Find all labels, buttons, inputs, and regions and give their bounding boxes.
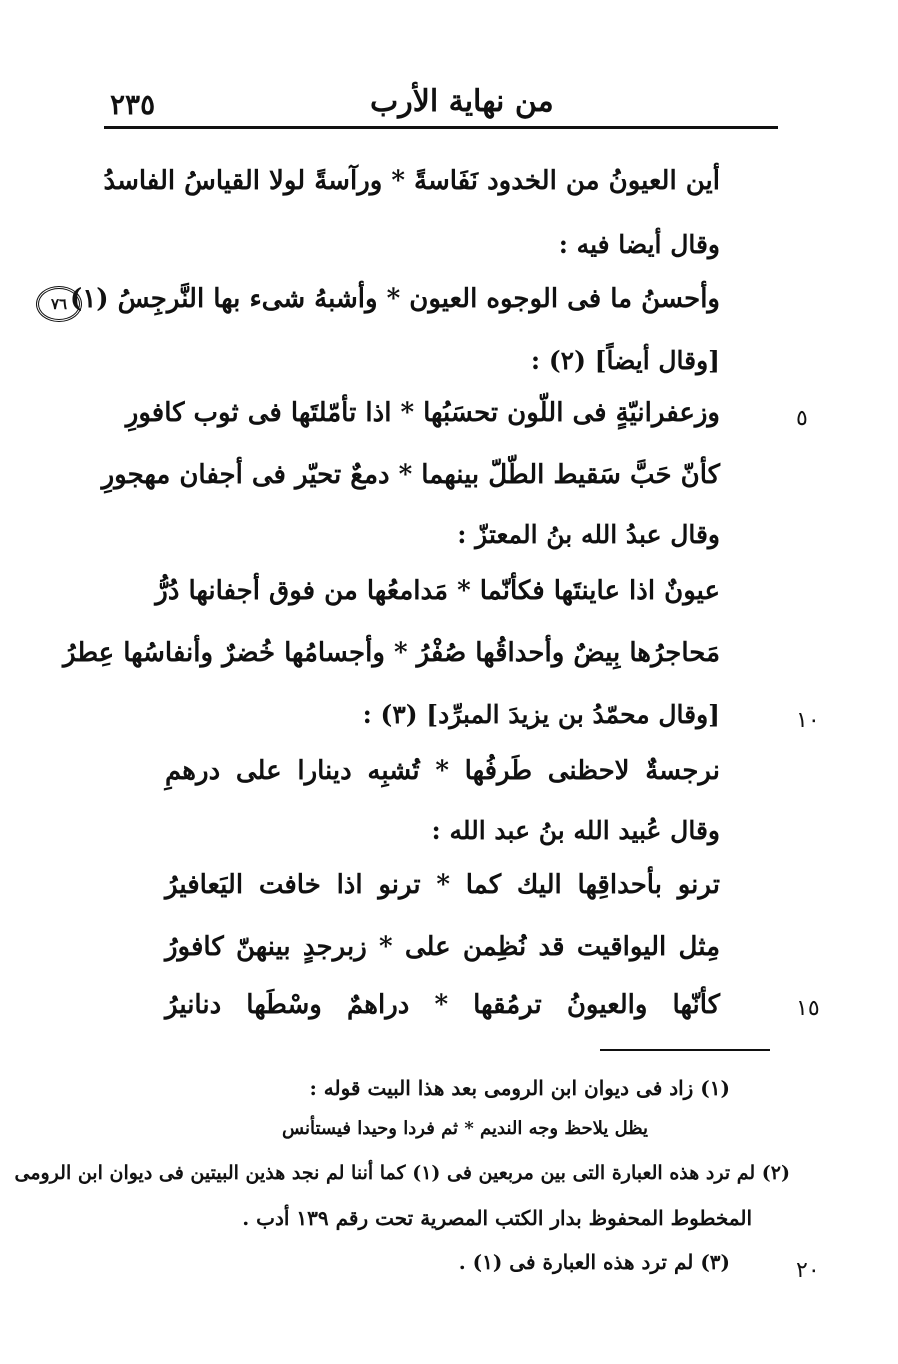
running-title: من نهاية الأرب	[370, 84, 554, 119]
margin-line-number-15: ١٥	[796, 996, 820, 1021]
footnote-1-verse: يظل يلاحظ وجه النديم * ثم فردا وحيدا فيستأنس	[282, 1118, 648, 1139]
verse-line-5: عيونٌ اذا عاينتَها فكأنّما * مَدامعُها من فوق أجفانها دُرُّ	[155, 576, 720, 606]
footnote-2-continued: المخطوط المحفوظ بدار الكتب المصرية تحت رقم ١٣٩ أدب .	[242, 1206, 752, 1230]
intro-line-5: وقال عُبيد الله بنُ عبد الله :	[431, 816, 720, 845]
verse-line-9: مِثل اليواقيت قد نُظِمن على * زبرجدٍ بينهنّ كافورُ	[165, 932, 720, 962]
margin-line-number-10: ١٠	[796, 708, 820, 733]
intro-line-1: وقال أيضا فيه :	[558, 230, 720, 259]
verse-line-7: نرجسةٌ لاحظنى طَرفُها * تُشبِه دينارا على درهمِ	[165, 756, 720, 786]
verse-line-4: كأنّ حَبَّ سَقيط الطّلّ بينهما * دمعٌ تحيّر فى أجفان مهجورِ	[101, 460, 720, 490]
intro-line-4: [وقال محمّدُ بن يزيدَ المبرِّد] (٣) :	[362, 700, 720, 729]
intro-line-2: [وقال أيضاً] (٢) :	[530, 346, 720, 375]
verse-line-8: ترنو بأحداقِها اليك كما * ترنو اذا خافت اليَعافيرُ	[165, 870, 720, 900]
verse-line-2: وأحسنُ ما فى الوجوه العيون * وأشبهُ شىء بها النَّرجِسُ (١)	[70, 284, 720, 314]
footnote-2: (٢) لم ترد هذه العبارة التى بين مربعين فى (١) كما أننا لم نجد هذين البيتين فى ديوان ابن الرومى	[14, 1162, 790, 1184]
intro-line-3: وقال عبدُ الله بنُ المعتزّ :	[457, 520, 720, 549]
verse-line-1: أين العيونُ من الخدود نَفَاسةً * ورآسةً لولا القياسُ الفاسدُ	[103, 166, 720, 196]
margin-line-number-20: ٢٠	[796, 1258, 820, 1283]
verse-line-10: كأنّها والعيونُ ترمُقها * دراهمٌ وسْطَها دنانيرُ	[165, 990, 720, 1020]
footnote-rule	[600, 1049, 770, 1051]
margin-seal: ٧٦	[36, 286, 82, 322]
page-number: ٢٣٥	[110, 88, 156, 121]
verse-line-6: مَحاجرُها بِيضٌ وأحداقُها صُفْرُ * وأجسامُها خُضرٌ وأنفاسُها عِطرُ	[63, 638, 720, 668]
header-rule	[104, 126, 778, 129]
footnote-3: (٣) لم ترد هذه العبارة فى (١) .	[458, 1250, 730, 1274]
verse-line-3: وزعفرانيّةٍ فى اللّون تحسَبُها * اذا تأمّلتَها فى ثوب كافورِ	[125, 398, 720, 428]
footnote-1: (١) زاد فى ديوان ابن الرومى بعد هذا البيت قوله :	[309, 1076, 730, 1100]
margin-line-number-5: ٥	[796, 406, 808, 431]
